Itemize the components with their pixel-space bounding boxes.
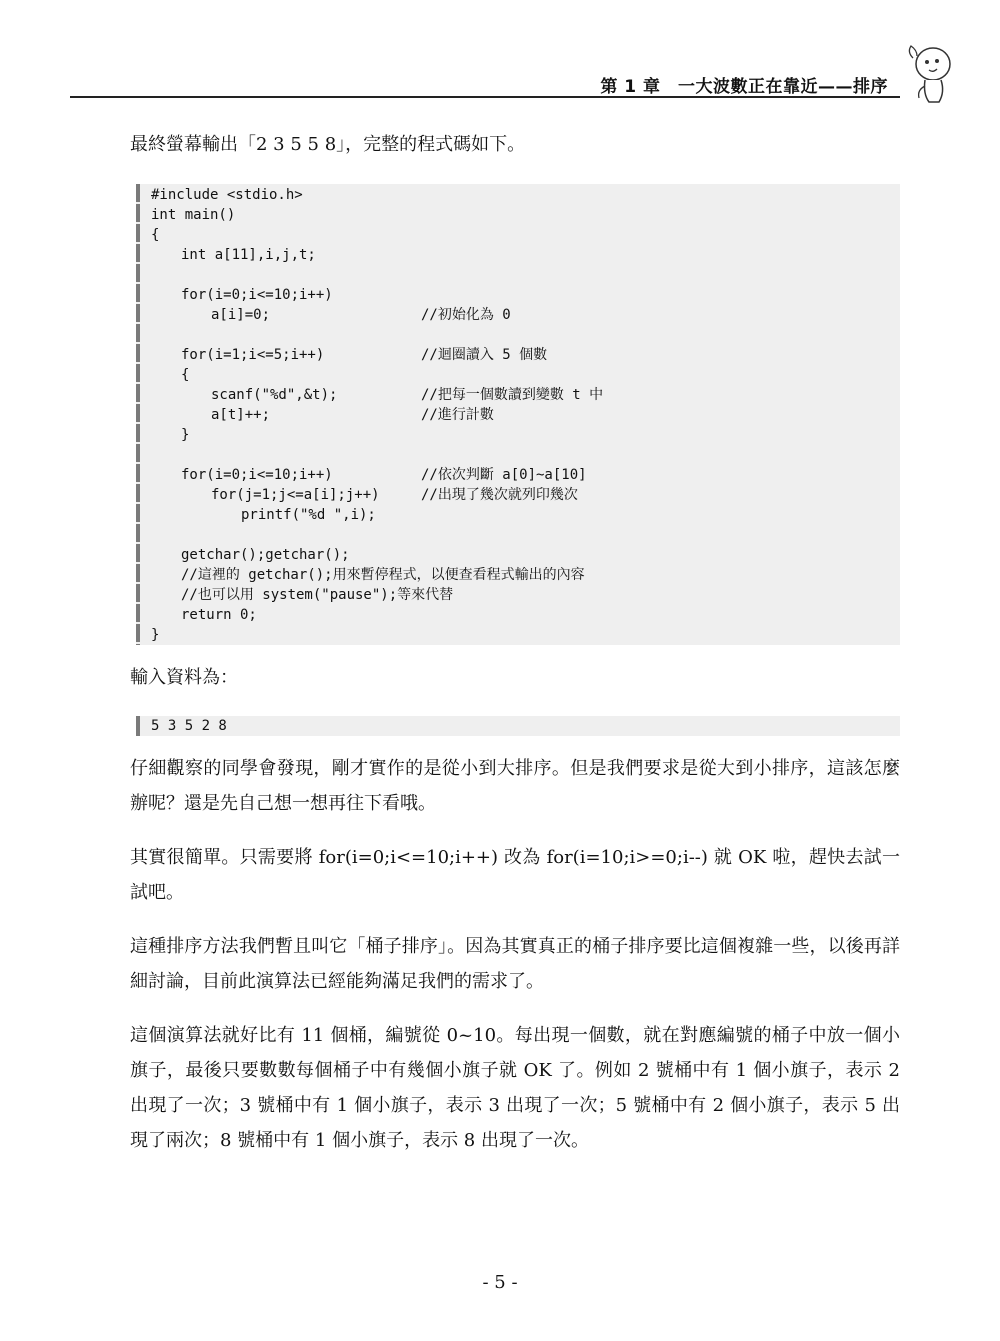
input-label-paragraph bbox=[130, 660, 900, 695]
paragraph-3 bbox=[130, 929, 900, 999]
input-block-bar bbox=[136, 716, 140, 736]
code-text: { bbox=[151, 227, 160, 243]
code-text: printf("%d ",i); bbox=[241, 507, 376, 523]
code-line bbox=[151, 525, 585, 545]
code-line bbox=[151, 365, 585, 385]
code-text: scanf("%d",&t); bbox=[211, 387, 338, 403]
code-line bbox=[151, 245, 585, 265]
code-text: //也可以用 system("pause");等來代替 bbox=[181, 587, 454, 603]
code-text: for(i=0;i<=10;i++) bbox=[181, 467, 333, 483]
code-line bbox=[151, 405, 585, 425]
code-text: int a[11],i,j,t; bbox=[181, 247, 316, 263]
code-text: a[t]++; bbox=[211, 407, 271, 423]
code-line bbox=[151, 185, 585, 205]
code-line bbox=[151, 305, 585, 325]
code-comment: //初始化為 0 bbox=[421, 307, 511, 323]
code-line bbox=[151, 205, 585, 225]
code-text: for(j=1;j<=a[i];j++) bbox=[211, 487, 380, 503]
code-comment: //出現了幾次就列印幾次 bbox=[421, 487, 578, 503]
code-line bbox=[151, 265, 585, 285]
code-text: { bbox=[181, 367, 190, 383]
code-line bbox=[151, 225, 585, 245]
paragraph-2-text: 其實很簡單。只需要將 for(i=0;i<=10;i++) 改為 for(i=10;i>=0;i--) 就 OK 啦，趕快去試一試吧。 bbox=[130, 847, 900, 903]
code-comment: //依次判斷 a[0]~a[10] bbox=[421, 467, 587, 483]
code-text: #include <stdio.h> bbox=[151, 187, 303, 203]
code-listing bbox=[136, 184, 900, 645]
input-data-block bbox=[136, 716, 900, 736]
code-text: for(i=0;i<=10;i++) bbox=[181, 287, 333, 303]
code-line bbox=[151, 605, 585, 625]
code-line bbox=[151, 345, 585, 365]
code-lines bbox=[151, 185, 604, 645]
paragraph-1-text: 仔細觀察的同學會發現，剛才實作的是從小到大排序。但是我們要求是從大到小排序，這該怎麼辦呢？還是先自己想一想再往下看哦。 bbox=[130, 758, 900, 814]
code-text: } bbox=[151, 627, 160, 643]
code-comment: //把每一個數讀到變數 t 中 bbox=[421, 387, 604, 403]
code-line bbox=[151, 285, 585, 305]
code-line bbox=[151, 465, 585, 485]
input-data: 5 3 5 2 8 bbox=[151, 718, 227, 734]
code-line bbox=[151, 445, 585, 465]
code-comment: //進行計數 bbox=[421, 407, 494, 423]
code-line bbox=[151, 625, 585, 645]
paragraph-2 bbox=[130, 840, 900, 910]
code-text: a[i]=0; bbox=[211, 307, 271, 323]
code-line bbox=[151, 585, 585, 605]
paragraph-4 bbox=[130, 1018, 900, 1158]
paragraph-4-text: 這個演算法就好比有 11 個桶，編號從 0~10。每出現一個數，就在對應編號的桶子中放一個小旗子，最後只要數數每個桶子中有幾個小旗子就 OK 了。例如 2 號桶中有 1 個小旗子，表示 2 出現了一次；3 號桶中有 1 個小旗子，表示 3 出現了一次；5 號桶中有 2 個小旗子，表示 5 出現了兩次；8 號桶中有 1 個小旗子，表示 8 出現了一次。 bbox=[130, 1025, 900, 1151]
code-line bbox=[151, 325, 585, 345]
code-line bbox=[151, 565, 585, 585]
code-text: return 0; bbox=[181, 607, 257, 623]
page-number: - 5 - bbox=[482, 1272, 518, 1293]
code-line bbox=[151, 505, 585, 525]
mascot-icon bbox=[905, 44, 955, 106]
running-header bbox=[70, 58, 900, 98]
input-label: 輸入資料為： bbox=[130, 667, 238, 688]
code-line bbox=[151, 545, 585, 565]
code-line bbox=[151, 425, 585, 445]
code-text: int main() bbox=[151, 207, 236, 223]
code-comment: //迴圈讀入 5 個數 bbox=[421, 347, 548, 363]
chapter-title: 第 1 章 一大波數正在靠近——排序 bbox=[600, 77, 888, 97]
paragraph-1 bbox=[130, 751, 900, 821]
intro-text: 最終螢幕輸出「2 3 5 5 8」，完整的程式碼如下。 bbox=[130, 134, 526, 155]
code-text: } bbox=[181, 427, 190, 443]
code-text: //這裡的 getchar();用來暫停程式，以便查看程式輸出的內容 bbox=[181, 567, 585, 583]
code-line bbox=[151, 485, 585, 505]
code-text: for(i=1;i<=5;i++) bbox=[181, 347, 325, 363]
paragraph-3-text: 這種排序方法我們暫且叫它「桶子排序」。因為其實真正的桶子排序要比這個複雜一些，以後再詳細討論，目前此演算法已經能夠滿足我們的需求了。 bbox=[130, 936, 900, 992]
code-text: getchar();getchar(); bbox=[181, 547, 350, 563]
intro-paragraph bbox=[130, 127, 900, 162]
code-block-bar bbox=[136, 184, 140, 645]
code-line bbox=[151, 385, 604, 405]
